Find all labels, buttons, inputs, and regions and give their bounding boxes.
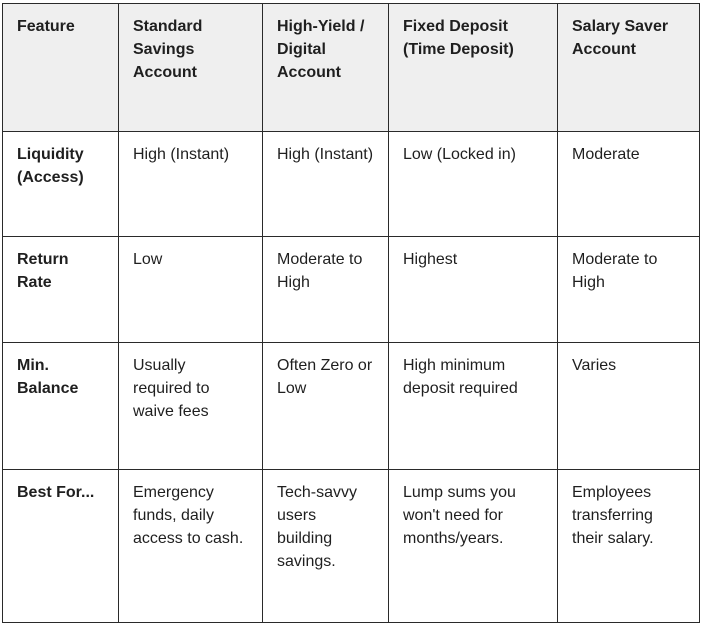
table-cell: Moderate to High <box>263 237 389 343</box>
table-cell: High (Instant) <box>119 132 263 237</box>
header-cell: High-Yield / Digital Account <box>263 4 389 132</box>
table-row <box>3 132 700 237</box>
table-cell: Low <box>119 237 263 343</box>
table-cell: Tech-savvy users building savings. <box>263 470 389 623</box>
table-cell: Moderate to High <box>558 237 700 343</box>
feature-cell: Liquidity (Access) <box>3 132 119 237</box>
table-cell: High (Instant) <box>263 132 389 237</box>
header-cell: Feature <box>3 4 119 132</box>
table-cell: Varies <box>558 343 700 470</box>
table-row <box>3 237 700 343</box>
comparison-table <box>2 3 700 623</box>
table-cell: Lump sums you won't need for months/years. <box>389 470 558 623</box>
table-row <box>3 343 700 470</box>
table-cell: Usually required to waive fees <box>119 343 263 470</box>
table-cell: High minimum deposit required <box>389 343 558 470</box>
table-cell: Moderate <box>558 132 700 237</box>
table-cell: Low (Locked in) <box>389 132 558 237</box>
table-cell: Highest <box>389 237 558 343</box>
header-cell: Salary Saver Account <box>558 4 700 132</box>
feature-cell: Return Rate <box>3 237 119 343</box>
table-cell: Employees transferring their salary. <box>558 470 700 623</box>
header-cell: Standard Savings Account <box>119 4 263 132</box>
table-cell: Often Zero or Low <box>263 343 389 470</box>
feature-cell: Min. Balance <box>3 343 119 470</box>
table-row <box>3 470 700 623</box>
header-row <box>3 4 700 132</box>
table-cell: Emergency funds, daily access to cash. <box>119 470 263 623</box>
feature-cell: Best For... <box>3 470 119 623</box>
header-cell: Fixed Deposit (Time Deposit) <box>389 4 558 132</box>
